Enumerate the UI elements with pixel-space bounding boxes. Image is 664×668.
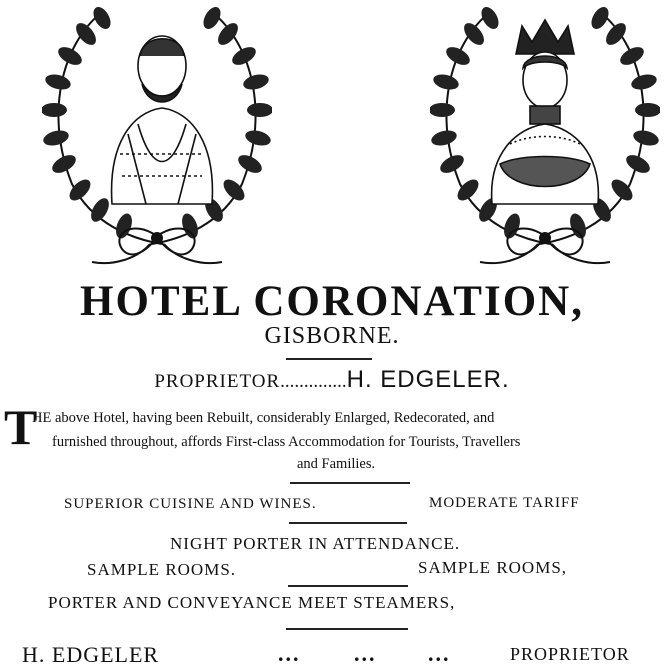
divider	[288, 585, 408, 587]
description-line-3: and Families.	[297, 456, 376, 472]
king-portrait-icon	[42, 4, 272, 274]
cuisine-text: SUPERIOR CUISINE AND WINES.	[64, 496, 317, 512]
footer-proprietor-name: H. EDGELER	[22, 642, 160, 667]
description-line-2: furnished throughout, affords First-class Accommodation for Tourists, Travellers	[52, 434, 521, 450]
proprietor-label: PROPRIETOR	[154, 371, 281, 392]
porter-conveyance-text: PORTER AND CONVEYANCE MEET STEAMERS,	[48, 593, 456, 612]
night-porter-text: NIGHT PORTER IN ATTENDANCE.	[170, 534, 461, 553]
drop-cap: T	[4, 399, 38, 455]
divider	[289, 522, 407, 524]
sample-rooms-left: SAMPLE ROOMS.	[87, 560, 237, 579]
description-line-1: HE above Hotel, having been Rebuilt, considerably Enlarged, Redecorated, and	[32, 410, 495, 426]
footer-proprietor-role: PROPRIETOR	[510, 644, 630, 664]
proprietor-name: H. EDGELER.	[346, 366, 510, 393]
divider	[290, 482, 410, 484]
proprietor-dots: ..............	[280, 371, 347, 392]
tariff-text: MODERATE TARIFF	[429, 495, 580, 511]
footer-dots: ...	[354, 641, 377, 666]
proprietor-line	[0, 366, 664, 394]
footer-dots: ...	[428, 641, 451, 666]
queen-portrait-icon	[430, 4, 660, 274]
location-subtitle: GISBORNE.	[264, 323, 400, 349]
sample-rooms-right: SAMPLE ROOMS,	[418, 558, 568, 577]
hotel-title: HOTEL CORONATION,	[80, 278, 584, 325]
divider	[286, 628, 408, 630]
divider	[286, 358, 372, 360]
footer-dots: ...	[278, 641, 301, 666]
